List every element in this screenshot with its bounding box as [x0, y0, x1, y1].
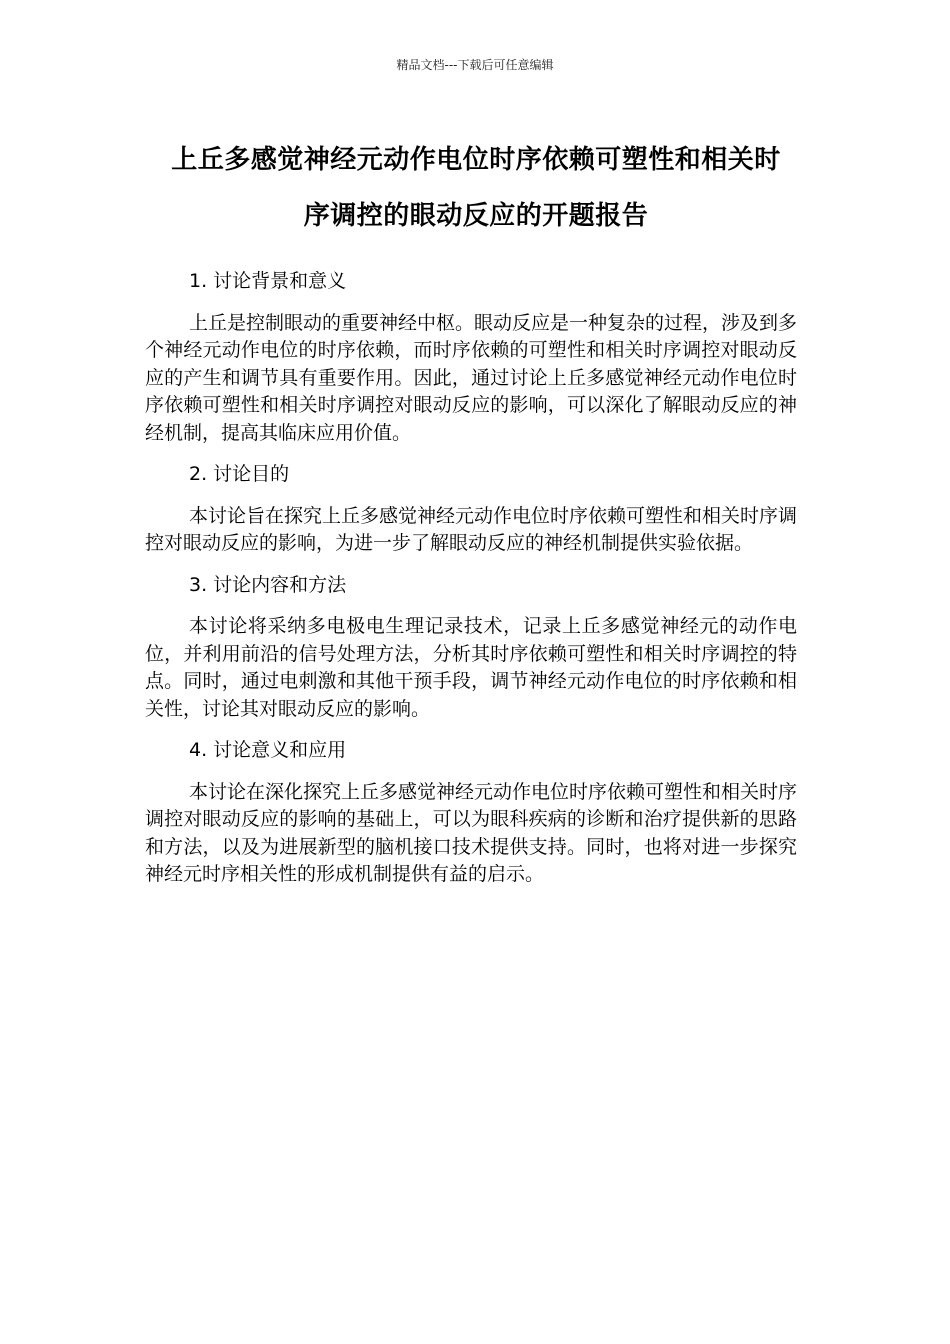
- section-paragraph-1: 上丘是控制眼动的重要神经中枢。眼动反应是一种复杂的过程，涉及到多个神经元动作电位的时序依赖，而时序依赖的可塑性和相关时序调控对眼动反应的产生和调节具有重要作用。因此，通过讨论上丘多感觉神经元动作电位时序依赖可塑性和相关时序调控对眼动反应的影响，可以深化了解眼动反应的神经机制，提高其临床应用价值。: [145, 311, 798, 444]
- section-paragraph-3: 本讨论将采纳多电极电生理记录技术，记录上丘多感觉神经元的动作电位，并利用前沿的信号处理方法，分析其时序依赖可塑性和相关时序调控的特点。同时，通过电刺激和其他干预手段，调节神经元动作电位的时序依赖和相关性，讨论其对眼动反应的影响。: [145, 615, 797, 720]
- section-paragraph-4: 本讨论在深化探究上丘多感觉神经元动作电位时序依赖可塑性和相关时序调控对眼动反应的影响的基础上，可以为眼科疾病的诊断和治疗提供新的思路和方法，以及为进展新型的脑机接口技术提供支持。同时，也将对进一步探究神经元时序相关性的形成机制提供有益的启示。: [145, 780, 798, 885]
- section-heading-2: 2. 讨论目的: [189, 463, 290, 485]
- title-line-2: 序调控的眼动反应的开题报告: [303, 201, 649, 231]
- section-paragraph-2: 本讨论旨在探究上丘多感觉神经元动作电位时序依赖可塑性和相关时序调控对眼动反应的影响，为进一步了解眼动反应的神经机制提供实验依据。: [145, 504, 798, 554]
- document-title: [140, 132, 812, 244]
- section-heading-3: 3. 讨论内容和方法: [189, 573, 347, 596]
- section-heading-4: 4. 讨论意义和应用: [189, 739, 347, 761]
- section-heading-1: 1. 讨论背景和意义: [189, 270, 347, 292]
- document-body: [145, 268, 797, 903]
- title-line-1: 上丘多感觉神经元动作电位时序依赖可塑性和相关时: [171, 145, 781, 175]
- page-header: 精品文档---下载后可任意编辑: [396, 58, 554, 72]
